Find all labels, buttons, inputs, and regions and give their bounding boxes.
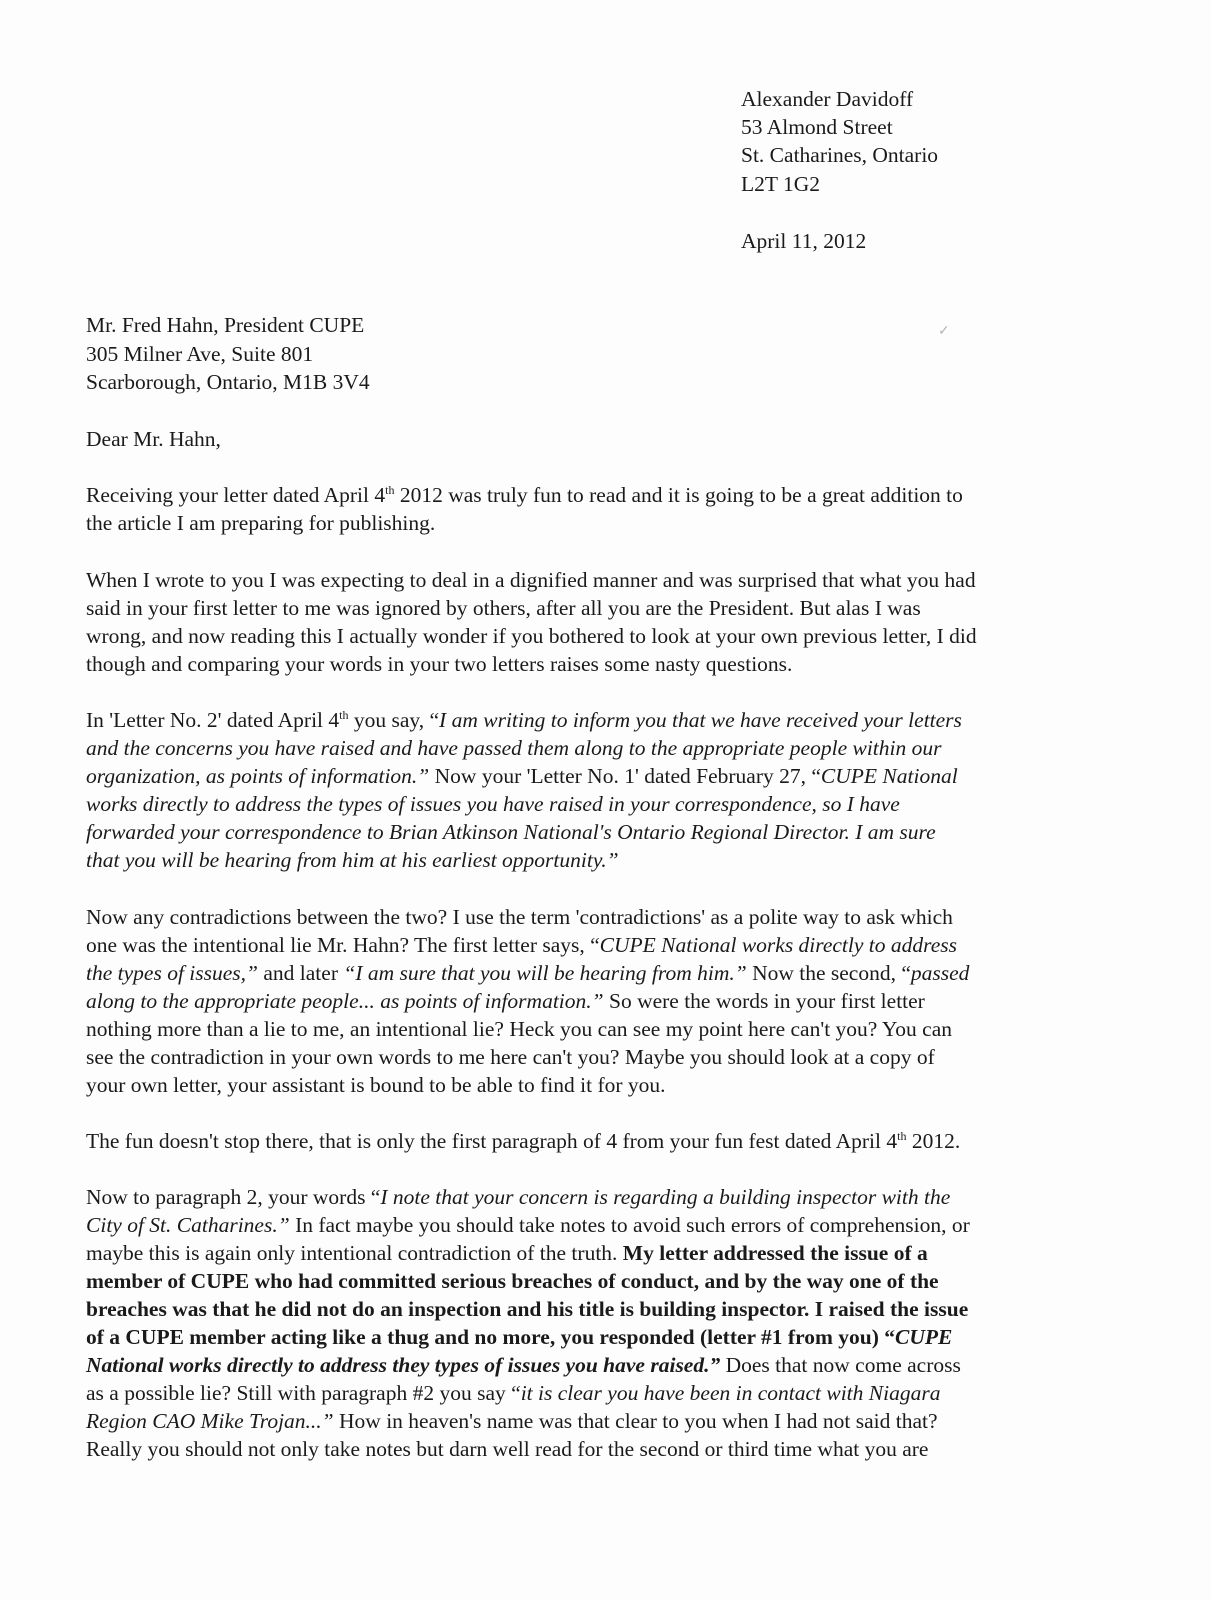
paragraph-6-line: maybe this is again only intentional contradiction of the truth. My letter addressed the issue of a bbox=[86, 1241, 928, 1265]
salutation: Dear Mr. Hahn, bbox=[86, 427, 221, 451]
paragraph-4-line: nothing more than a lie to me, an intentional lie? Heck you can see my point here can't you? You can bbox=[86, 1017, 953, 1041]
paragraph-3-line: that you will be hearing from him at his earliest opportunity.” bbox=[86, 848, 619, 872]
sender-street: 53 Almond Street bbox=[741, 115, 893, 139]
paragraph-6-line: as a possible lie? Still with paragraph #2 you say “it is clear you have been in contact with Niagara bbox=[86, 1381, 941, 1405]
paragraph-4-line: Now any contradictions between the two? I use the term 'contradictions' as a polite way to ask which bbox=[86, 905, 953, 929]
recipient-city: Scarborough, Ontario, M1B 3V4 bbox=[86, 370, 370, 394]
paragraph-3-line: works directly to address the types of issues you have raised in your correspondence, so I have bbox=[86, 792, 900, 816]
paragraph-1-line: the article I am preparing for publishing. bbox=[86, 511, 436, 535]
paragraph-3-line: In 'Letter No. 2' dated April 4th you say, “I am writing to inform you that we have received your letters bbox=[86, 708, 962, 732]
paragraph-5-line: The fun doesn't stop there, that is only the first paragraph of 4 from your fun fest dated April 4th 2012. bbox=[86, 1129, 961, 1153]
recipient-street: 305 Milner Ave, Suite 801 bbox=[86, 342, 314, 366]
paragraph-6-line: National works directly to address they types of issues you have raised.” Does that now come across bbox=[86, 1353, 961, 1377]
paragraph-6-line: Really you should not only take notes but darn well read for the second or third time what you are bbox=[86, 1437, 929, 1461]
paragraph-4-line: your own letter, your assistant is bound to be able to find it for you. bbox=[86, 1073, 666, 1097]
paragraph-6-line: Region CAO Mike Trojan...” How in heaven's name was that clear to you when I had not said that? bbox=[86, 1409, 938, 1433]
paragraph-4-line: along to the appropriate people... as points of information.” So were the words in your first letter bbox=[86, 989, 925, 1013]
paragraph-4-line: one was the intentional lie Mr. Hahn? The first letter says, “CUPE National works directly to address bbox=[86, 933, 957, 957]
pen-mark-icon: ✓ bbox=[938, 324, 950, 339]
paragraph-3-line: and the concerns you have raised and have passed them along to the appropriate people within our bbox=[86, 736, 942, 760]
paragraph-6-line: City of St. Catharines.” In fact maybe you should take notes to avoid such errors of comprehension, or bbox=[86, 1213, 970, 1237]
paragraph-6-line: breaches was that he did not do an inspection and his title is building inspector. I raised the issue bbox=[86, 1297, 969, 1321]
sender-name: Alexander Davidoff bbox=[741, 87, 914, 111]
sender-postal: L2T 1G2 bbox=[741, 172, 821, 196]
paragraph-4-line: see the contradiction in your own words to me here can't you? Maybe you should look at a copy of bbox=[86, 1045, 935, 1069]
paragraph-6-line: member of CUPE who had committed serious breaches of conduct, and by the way one of the bbox=[86, 1269, 939, 1293]
paragraph-1-line: Receiving your letter dated April 4th 2012 was truly fun to read and it is going to be a great addition to bbox=[86, 483, 963, 507]
paragraph-6-line: Now to paragraph 2, your words “I note that your concern is regarding a building inspector with the bbox=[86, 1185, 951, 1209]
sender-city: St. Catharines, Ontario bbox=[741, 143, 939, 167]
paragraph-2-line: wrong, and now reading this I actually wonder if you bothered to look at your own previous letter, I did bbox=[86, 624, 977, 648]
paragraph-6-line: of a CUPE member acting like a thug and no more, you responded (letter #1 from you) “CUPE bbox=[86, 1325, 953, 1349]
paragraph-2-line: though and comparing your words in your two letters raises some nasty questions. bbox=[86, 652, 793, 676]
letter-date: April 11, 2012 bbox=[741, 229, 867, 253]
paragraph-4-line: the types of issues,” and later “I am sure that you will be hearing from him.” Now the second, “passed bbox=[86, 961, 970, 985]
paragraph-3-line: forwarded your correspondence to Brian Atkinson National's Ontario Regional Director. I am sure bbox=[86, 820, 936, 844]
paragraph-3-line: organization, as points of information.” Now your 'Letter No. 1' dated February 27, “CUPE National bbox=[86, 764, 958, 788]
paragraph-2-line: said in your first letter to me was ignored by others, after all you are the President. But alas I was bbox=[86, 596, 921, 620]
recipient-name: Mr. Fred Hahn, President CUPE bbox=[86, 313, 365, 337]
paragraph-2-line: When I wrote to you I was expecting to deal in a dignified manner and was surprised that what you had bbox=[86, 568, 976, 592]
